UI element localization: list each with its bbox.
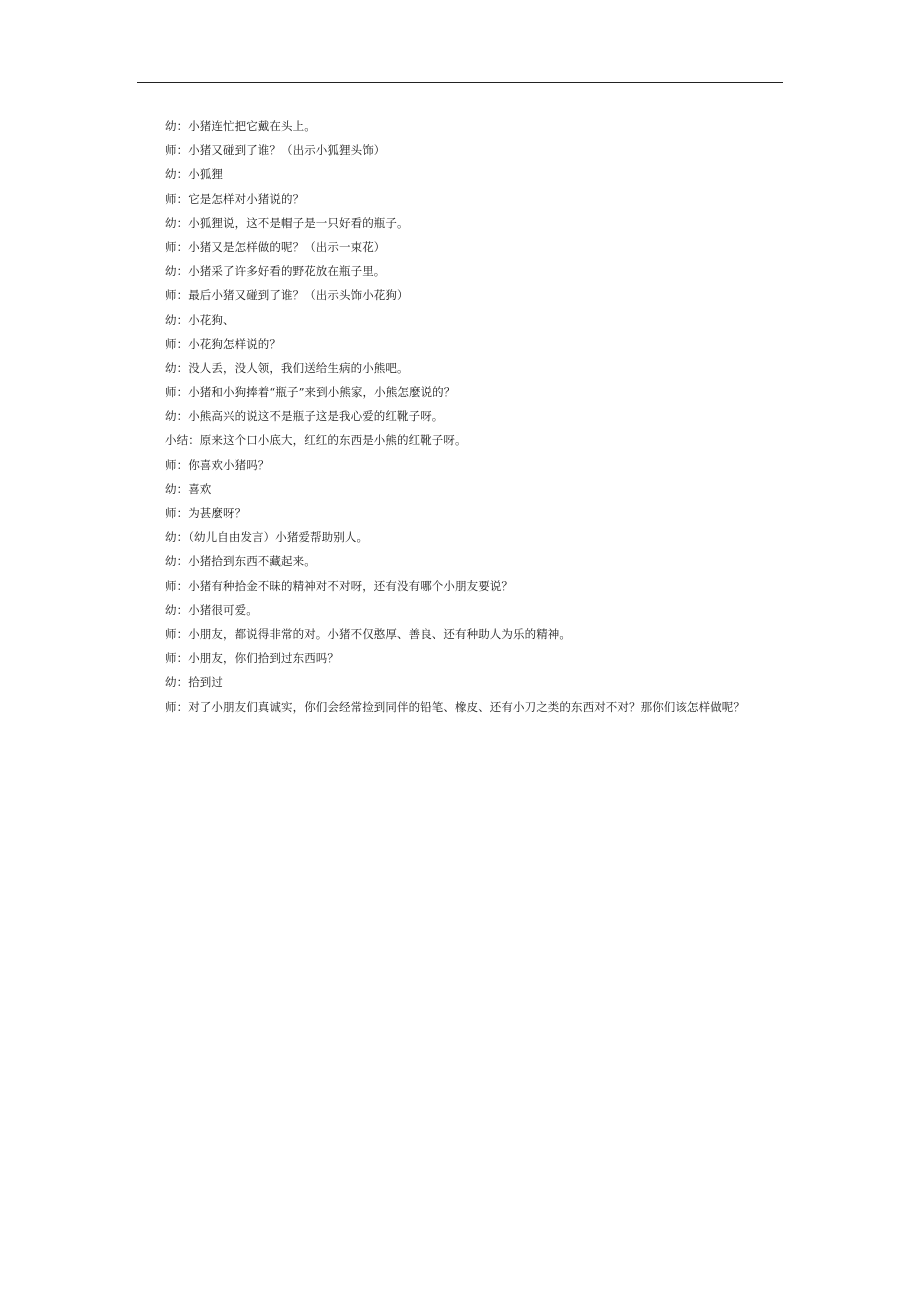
dialogue-line: 幼：小狐狸	[165, 167, 223, 182]
dialogue-line: 幼：小猪采了许多好看的野花放在瓶子里。	[165, 264, 386, 279]
header-rule	[137, 82, 783, 83]
dialogue-line: 师：小猪又是怎样做的呢？（出示一束花）	[165, 239, 386, 254]
dialogue-line: 师：最后小猪又碰到了谁？（出示头饰小花狗）	[165, 288, 409, 303]
dialogue-line: 师：为甚麼呀？	[165, 506, 247, 520]
dialogue-line: 幼：小狐狸说，这不是帽子是一只好看的瓶子。	[165, 215, 409, 230]
dialogue-line: 师：小朋友，都说得非常的对。小猪不仅憨厚、善良、还有种助人为乐的精神。	[165, 626, 571, 641]
dialogue-line: 师：小猪有种拾金不昧的精神对不对呀，还有没有哪个小朋友要说？	[165, 578, 513, 593]
dialogue-line: 师：小猪和小狗捧着“瓶子”来到小熊家，小熊怎麼说的？	[165, 385, 456, 400]
dialogue-line: 师：它是怎样对小猪说的？	[165, 191, 305, 206]
summary-line: 小结：原来这个口小底大，红红的东西是小熊的红靴子呀。	[165, 433, 467, 448]
dialogue-line: 幼：小猪很可爱。	[165, 602, 258, 617]
dialogue-line: 幼：小猪拾到东西不藏起来。	[165, 554, 316, 569]
dialogue-line: 幼：拾到过	[165, 675, 223, 690]
dialogue-line: 幼：小熊高兴的说这不是瓶子这是我心爱的红靴子呀。	[165, 409, 444, 424]
dialogue-transcript	[165, 114, 805, 719]
dialogue-line: 幼：喜欢	[165, 481, 212, 496]
dialogue-line: 幼：小猪连忙把它戴在头上。	[165, 119, 316, 133]
dialogue-line: 师：小猪又碰到了谁？（出示小狐狸头饰）	[165, 143, 386, 158]
dialogue-line: 师：小花狗怎样说的？	[165, 336, 281, 351]
dialogue-line: 师：你喜欢小猪吗？	[165, 457, 270, 472]
dialogue-line: 幼：（幼儿自由发言）小猪爱帮助别人。	[165, 530, 369, 545]
dialogue-line: 幼：小花狗、	[165, 312, 235, 327]
dialogue-line: 幼：没人丢，没人领，我们送给生病的小熊吧。	[165, 360, 409, 375]
dialogue-line: 师：对了小朋友们真诚实，你们会经常捡到同伴的铅笔、橡皮、还有小刀之类的东西对不对？那你们该怎样做呢？	[165, 699, 745, 714]
dialogue-line: 师：小朋友，你们拾到过东西吗？	[165, 651, 339, 666]
